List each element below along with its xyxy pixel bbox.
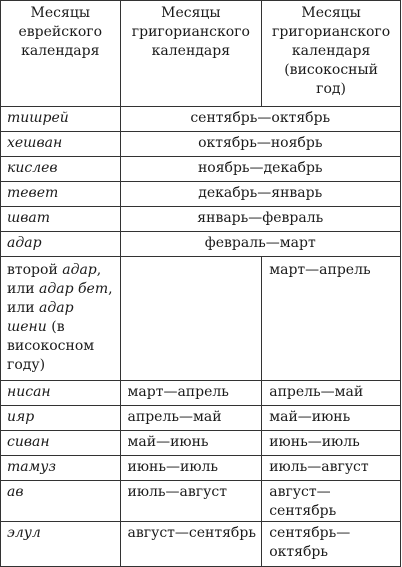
- gregorian-month-cell: февраль—март: [120, 232, 400, 257]
- hebrew-month-cell: ияр: [1, 406, 121, 431]
- table-row: [1, 406, 401, 431]
- table-row: [1, 481, 401, 522]
- adar-italic-1: адар: [62, 262, 97, 278]
- table-row: [1, 207, 401, 232]
- gregorian-leap-month-cell: июнь—июль: [262, 431, 401, 456]
- gregorian-month-cell: декабрь—январь: [120, 182, 400, 207]
- hebrew-month-cell: элул: [1, 522, 121, 567]
- gregorian-leap-month-cell: сентябрь—октябрь: [262, 522, 401, 567]
- adar-italic-3: адар шени: [7, 300, 74, 335]
- gregorian-month-cell: [120, 257, 262, 381]
- gregorian-month-cell: июль—август: [120, 481, 262, 522]
- adar-text-4: (в високосном году): [7, 319, 95, 373]
- adar-italic-2: адар бет: [39, 281, 109, 297]
- table-row: [1, 107, 401, 132]
- header-gregorian-leap-months: Месяцы григорианского календаря (високосный год): [262, 1, 401, 107]
- hebrew-month-cell: хешван: [1, 132, 121, 157]
- header-row: [1, 1, 401, 107]
- header-gregorian-months: Месяцы григорианского календаря: [120, 1, 262, 107]
- gregorian-leap-month-cell: июль—август: [262, 456, 401, 481]
- table-row-adar-second: [1, 257, 401, 381]
- table-row: [1, 132, 401, 157]
- gregorian-leap-month-cell: апрель—май: [262, 381, 401, 406]
- table-row: [1, 456, 401, 481]
- table-row: [1, 232, 401, 257]
- gregorian-leap-month-cell: март—апрель: [262, 257, 401, 381]
- table-row: [1, 381, 401, 406]
- gregorian-month-cell: сентябрь—октябрь: [120, 107, 400, 132]
- hebrew-month-cell: тевет: [1, 182, 121, 207]
- gregorian-month-cell: апрель—май: [120, 406, 262, 431]
- hebrew-month-cell: тишрей: [1, 107, 121, 132]
- gregorian-month-cell: май—июнь: [120, 431, 262, 456]
- hebrew-month-cell: [1, 257, 121, 381]
- header-hebrew-months: Месяцы еврейского календаря: [1, 1, 121, 107]
- gregorian-leap-month-cell: август—сентябрь: [262, 481, 401, 522]
- hebrew-month-cell: шват: [1, 207, 121, 232]
- gregorian-month-cell: январь—февраль: [120, 207, 400, 232]
- table-row: [1, 157, 401, 182]
- gregorian-month-cell: март—апрель: [120, 381, 262, 406]
- hebrew-month-cell: кислев: [1, 157, 121, 182]
- hebrew-month-cell: ав: [1, 481, 121, 522]
- table-row: [1, 182, 401, 207]
- adar-text-3: , или: [7, 281, 113, 316]
- hebrew-month-cell: адар: [1, 232, 121, 257]
- hebrew-month-cell: сиван: [1, 431, 121, 456]
- table-row: [1, 431, 401, 456]
- gregorian-leap-month-cell: май—июнь: [262, 406, 401, 431]
- gregorian-month-cell: июнь—июль: [120, 456, 262, 481]
- gregorian-month-cell: октябрь—ноябрь: [120, 132, 400, 157]
- table-row: [1, 522, 401, 567]
- adar-text-1: второй: [7, 262, 63, 278]
- hebrew-month-cell: нисан: [1, 381, 121, 406]
- gregorian-month-cell: ноябрь—декабрь: [120, 157, 400, 182]
- adar-text-2: , или: [7, 262, 102, 297]
- gregorian-month-cell: август—сентябрь: [120, 522, 262, 567]
- hebrew-month-cell: тамуз: [1, 456, 121, 481]
